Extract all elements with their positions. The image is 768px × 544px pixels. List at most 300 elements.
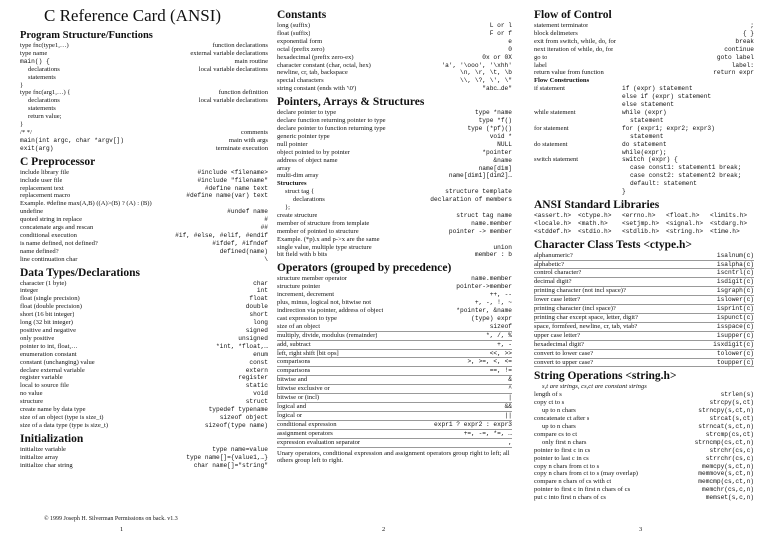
row-label: local to source file <box>20 382 69 390</box>
library-item: <stdlib.h> <box>622 227 660 235</box>
list-row <box>534 314 754 323</box>
list-row <box>277 38 512 46</box>
row-value: memmove(s,ct,n) <box>698 470 754 478</box>
list-row <box>20 105 268 113</box>
row-value: typedef typename <box>208 406 268 414</box>
list-row <box>20 177 268 185</box>
row-value: e <box>508 37 512 45</box>
row-label: cast expression to type <box>277 314 337 322</box>
row-label: declare pointer to type <box>277 109 337 117</box>
construct-syntax: } <box>622 188 626 196</box>
row-value: isalpha(c) <box>716 260 754 268</box>
list-row <box>534 278 754 287</box>
row-label: pointer to last c in cs <box>534 454 589 462</box>
list-row <box>277 117 512 125</box>
list-row <box>20 248 268 256</box>
section-constants-heading: Constants <box>277 9 327 21</box>
row-value: const <box>249 358 268 366</box>
list-row <box>534 305 754 314</box>
list-row <box>20 382 268 390</box>
row-label: generic pointer type <box>277 132 330 140</box>
row-value: pointer->member <box>456 283 512 291</box>
list-row <box>277 323 512 332</box>
row-label: up to n chars <box>542 422 576 430</box>
list-row <box>534 494 754 502</box>
list-row <box>534 415 754 423</box>
row-value: break <box>735 37 754 45</box>
list-row <box>277 157 512 165</box>
row-label: exponential form <box>277 37 323 45</box>
list-row <box>277 421 512 430</box>
row-value: type (*pf)() <box>467 124 512 132</box>
row-value: strlen(s) <box>720 391 754 399</box>
list-row <box>534 478 754 486</box>
row-value: label: <box>731 61 754 69</box>
row-value: \n, \r, \t, \b <box>460 69 512 77</box>
row-label: add, subtract <box>277 340 311 348</box>
row-label: increment, decrement <box>277 291 335 299</box>
row-value: void * <box>489 132 512 140</box>
row-label: character (1 byte) <box>20 279 67 287</box>
construct-name <box>534 149 622 157</box>
list-row <box>277 236 512 244</box>
row-value: char <box>253 279 268 287</box>
row-label: expression evaluation separator <box>277 438 361 446</box>
row-label: alphanumeric? <box>534 251 573 259</box>
list-row <box>534 470 754 478</box>
section-program-heading: Program Structure/Functions <box>20 30 153 41</box>
row-label: length of s <box>534 391 562 399</box>
row-label: newline, cr, tab, backspace <box>277 69 348 77</box>
row-label: concatenate args and rescan <box>20 224 94 232</box>
list-row <box>20 406 268 414</box>
list-row <box>534 399 754 407</box>
library-item: <setjmp.h> <box>622 219 660 227</box>
list-row <box>277 228 512 236</box>
row-value: pointer -> member <box>448 227 512 235</box>
list-row <box>534 69 754 77</box>
row-value: >, >=, <, <= <box>467 358 512 366</box>
list-row <box>20 89 268 97</box>
row-label: statement terminator <box>534 22 589 29</box>
row-label: hexadecimal digit? <box>534 340 584 348</box>
row-label: positive and negative <box>20 327 77 334</box>
row-value: ^ <box>508 385 512 393</box>
list-row <box>277 22 512 30</box>
row-value: structure template <box>445 188 512 196</box>
list-row <box>277 220 512 228</box>
library-item: <stdarg.h> <box>710 219 748 227</box>
row-label: copy n chars from ct to s (may overlap) <box>534 470 638 478</box>
list-row <box>277 394 512 403</box>
row-label: return value from function <box>534 69 604 77</box>
row-label: size of a data type (type is size_t) <box>20 421 109 429</box>
row-label: multiply, divide, modulus (remainder) <box>277 331 378 339</box>
construct-syntax: default: statement <box>630 180 697 188</box>
row-label: special characters <box>277 77 324 85</box>
row-label: exit(arg) <box>20 144 54 152</box>
row-label: compare n chars of cs with ct <box>534 478 612 486</box>
row-value: sizeof <box>489 322 512 330</box>
row-value: "abc…de" <box>482 85 512 93</box>
row-label: address of object name <box>277 156 338 164</box>
row-value: strchr(cs,c) <box>709 446 754 454</box>
row-label: block delimeters <box>534 29 578 37</box>
row-label: name defined? <box>20 247 59 255</box>
row-label: float (double precision) <box>20 303 82 311</box>
construct-row <box>534 125 754 133</box>
row-label: single value, multiple type structure <box>277 243 372 251</box>
list-row <box>277 412 512 421</box>
construct-row <box>534 172 754 180</box>
row-value: continue <box>724 45 754 53</box>
list-row <box>277 77 512 85</box>
row-value: ==, != <box>489 367 512 375</box>
row-label: convert to lower case? <box>534 349 594 357</box>
page-number-1: 1 <box>120 526 124 534</box>
list-row <box>20 359 268 367</box>
row-label: /* */ <box>20 128 32 136</box>
row-value: { } <box>742 29 754 37</box>
row-label: return value; <box>28 113 62 121</box>
library-item: <signal.h> <box>666 219 704 227</box>
list-row <box>277 358 512 367</box>
list-row <box>534 287 754 296</box>
row-label: replacement macro <box>20 192 71 200</box>
row-value: local variable declarations <box>198 97 268 105</box>
row-value: <<, >> <box>489 349 512 357</box>
construct-syntax: while (expr) <box>622 108 667 116</box>
list-row <box>277 341 512 350</box>
list-row <box>534 359 754 368</box>
row-label: no value <box>20 390 43 398</box>
list-row <box>534 269 754 278</box>
row-value: type name=value <box>212 445 268 453</box>
list-row <box>534 22 754 30</box>
row-label: type name <box>20 49 48 57</box>
row-value: external variable declarations <box>190 49 268 57</box>
row-label: constant (unchanging) value <box>20 358 95 366</box>
list-row <box>277 62 512 70</box>
list-row <box>534 439 754 447</box>
row-value: & <box>508 376 512 384</box>
row-value: || <box>504 411 512 419</box>
construct-row <box>534 85 754 93</box>
row-label: array <box>277 164 291 172</box>
row-label: bitwise and <box>277 376 308 384</box>
row-label: null pointer <box>277 140 308 148</box>
structures-list <box>277 188 512 259</box>
row-value: isgraph(c) <box>716 287 754 295</box>
construct-syntax: switch (expr) { <box>622 156 678 164</box>
list-row <box>277 430 512 439</box>
row-value: extern <box>245 366 268 374</box>
list-row <box>277 283 512 291</box>
row-label: multi-dim array <box>277 172 319 180</box>
list-row <box>20 185 268 193</box>
row-value: ## <box>260 224 268 232</box>
list-row <box>20 398 268 406</box>
row-value: signed <box>245 327 268 334</box>
construct-syntax: for (expr1; expr2; expr3) <box>622 124 715 132</box>
construct-row <box>534 149 754 157</box>
list-row <box>20 42 268 50</box>
row-value: isprint(c) <box>716 305 754 313</box>
row-label: decimal digit? <box>534 278 572 286</box>
list-row <box>20 374 268 382</box>
row-value: toupper(c) <box>716 358 754 366</box>
row-value: struct <box>245 398 268 406</box>
row-value: *int, *float,… <box>216 342 268 350</box>
library-item: <ctype.h> <box>578 211 612 219</box>
row-label: put c into first n chars of cs <box>534 494 606 502</box>
list-row <box>277 30 512 38</box>
list-row <box>20 240 268 248</box>
construct-name <box>534 117 622 125</box>
row-label: octal (prefix zero) <box>277 45 325 53</box>
library-item: <math.h> <box>578 219 608 227</box>
row-label: logical and <box>277 402 307 410</box>
row-label: indirection via pointer, address of object <box>277 307 384 314</box>
row-label: convert to upper case? <box>534 358 594 366</box>
row-label: printing character (incl space)? <box>534 305 616 313</box>
list-row <box>20 295 268 303</box>
list-row <box>534 391 754 399</box>
row-value: char name[]="string" <box>193 461 268 469</box>
row-label: alphabetic? <box>534 260 565 268</box>
list-row <box>277 376 512 385</box>
section-types-heading: Data Types/Declarations <box>20 266 140 279</box>
construct-syntax: else statement <box>622 101 674 109</box>
row-value: float <box>249 295 268 303</box>
row-value: NULL <box>497 140 512 148</box>
row-value: ; <box>750 22 754 29</box>
card-title: C Reference Card (ANSI) <box>44 6 222 25</box>
list-row <box>277 291 512 299</box>
construct-row <box>534 156 754 164</box>
list-row <box>534 350 754 359</box>
row-label: } <box>20 121 24 129</box>
row-label: float (suffix) <box>277 29 311 37</box>
construct-name <box>534 172 622 180</box>
row-value: void <box>253 390 268 398</box>
row-label: printing char except space, letter, digit? <box>534 314 638 321</box>
construct-name <box>534 188 622 196</box>
construct-syntax: statement <box>630 132 664 140</box>
row-label: long (32 bit integer) <box>20 319 73 327</box>
row-value: , <box>508 438 512 446</box>
row-value: type *name <box>474 109 512 117</box>
row-value: # <box>264 216 268 224</box>
row-label: structure <box>20 398 44 406</box>
list-row <box>534 296 754 305</box>
row-label: comparisons <box>277 358 311 366</box>
construct-row <box>534 101 754 109</box>
row-value: type *f() <box>478 117 512 125</box>
row-value: struct tag name <box>456 211 512 219</box>
row-value: #ifdef, #ifndef <box>212 239 268 247</box>
list-row <box>534 447 754 455</box>
row-label: pointer to first c in first n chars of cs <box>534 486 631 494</box>
row-value: sizeof object <box>219 413 268 421</box>
list-row <box>277 196 512 204</box>
row-label: bitwise exclusive or <box>277 385 330 393</box>
page-number-3: 3 <box>639 526 643 534</box>
row-label: replacement text <box>20 184 64 192</box>
row-label: member of structure from template <box>277 219 370 227</box>
list-row <box>277 125 512 133</box>
copyright-footer: © 1999 Joseph H. Silverman Permissions on back. v1.3 <box>44 516 178 523</box>
list-row <box>20 200 268 208</box>
list-row <box>534 261 754 270</box>
list-row <box>534 46 754 54</box>
types-list <box>20 280 268 430</box>
section-string-heading: String Operations <string.h> <box>534 370 677 383</box>
construct-row <box>534 109 754 117</box>
row-value: && <box>504 402 512 410</box>
construct-name <box>534 164 622 172</box>
list-row <box>534 38 754 46</box>
row-label: undefine <box>20 208 44 216</box>
program-list <box>20 42 268 153</box>
construct-name <box>534 133 622 141</box>
list-row <box>20 216 268 224</box>
list-row <box>20 82 268 90</box>
list-row <box>534 431 754 439</box>
list-row <box>20 422 268 430</box>
construct-syntax: else if (expr) statement <box>622 93 712 101</box>
row-label: structure member operator <box>277 275 347 283</box>
row-value: L or l <box>489 22 512 29</box>
row-value: union <box>493 243 512 251</box>
construct-name: if statement <box>534 85 565 93</box>
library-item: <stddef.h> <box>534 227 572 235</box>
row-label: control character? <box>534 269 582 277</box>
row-value: memcmp(cs,ct,n) <box>698 478 754 486</box>
construct-row <box>534 117 754 125</box>
list-row <box>534 30 754 38</box>
row-label: include library file <box>20 168 70 176</box>
row-value: main routine <box>234 57 268 65</box>
row-label: string constant (ends with '\0') <box>277 85 357 93</box>
construct-row <box>534 164 754 172</box>
list-row <box>20 280 268 288</box>
library-item: <string.h> <box>666 227 704 235</box>
list-row <box>20 169 268 177</box>
list-row <box>20 303 268 311</box>
row-label: compare cs to ct <box>534 430 578 438</box>
row-label: only first n chars <box>542 438 587 446</box>
row-value: #define name(var) text <box>186 192 268 200</box>
library-item: <stdio.h> <box>578 227 612 235</box>
preproc-list <box>20 169 268 264</box>
row-label: long (suffix) <box>277 22 311 29</box>
row-value: strcat(s,ct) <box>709 415 754 423</box>
library-item: <time.h> <box>710 227 740 235</box>
row-label: structure pointer <box>277 283 321 291</box>
list-row <box>534 341 754 350</box>
pointers-list <box>277 109 512 180</box>
row-label: bit field with b bits <box>277 251 328 259</box>
row-value: sizeof(type name) <box>204 421 268 429</box>
row-label: member of pointed to structure <box>277 227 359 235</box>
list-row <box>20 74 268 82</box>
flow-list <box>534 22 754 77</box>
list-row <box>20 287 268 295</box>
row-value: double <box>245 303 268 311</box>
row-value: strncpy(s,ct,n) <box>698 407 754 415</box>
row-value: isupper(c) <box>716 331 754 339</box>
row-value: isalnum(c) <box>716 251 754 259</box>
row-value: *pointer <box>482 148 512 156</box>
list-row <box>534 62 754 70</box>
list-row <box>277 54 512 62</box>
list-row <box>20 462 268 470</box>
list-row <box>277 172 512 180</box>
row-label: register variable <box>20 374 63 382</box>
row-value: ++, -- <box>489 291 512 299</box>
row-label: }; <box>285 204 290 212</box>
flow-constructs <box>534 85 754 196</box>
row-label: only positive <box>20 334 55 342</box>
row-label: main() { <box>20 57 50 65</box>
row-label: copy ct to s <box>534 399 565 407</box>
section-preproc-heading: C Preprocessor <box>20 155 96 168</box>
row-label: hexadecimal (prefix zero-ex) <box>277 53 354 61</box>
list-row <box>277 307 512 315</box>
row-label: declarations <box>293 196 325 204</box>
row-label: bitwise or (incl) <box>277 394 320 402</box>
row-label: character constant (char, octal, hex) <box>277 61 371 69</box>
list-row <box>20 367 268 375</box>
row-value: +=, -=, *=, … <box>463 429 512 437</box>
column-1 <box>20 6 268 534</box>
list-row <box>20 319 268 327</box>
list-row <box>534 455 754 463</box>
row-value: *, /, % <box>486 331 512 339</box>
constants-list <box>277 22 512 93</box>
list-row <box>534 486 754 494</box>
list-row <box>20 192 268 200</box>
construct-row <box>534 180 754 188</box>
construct-name: switch statement <box>534 156 579 164</box>
row-value: return expr <box>713 69 754 77</box>
row-value: 'a', '\ooo', '\xhh' <box>441 61 512 69</box>
construct-syntax: do statement <box>622 140 667 148</box>
row-value: &name <box>493 156 512 164</box>
row-label: size of an object <box>277 322 321 330</box>
row-value: \ <box>264 255 268 263</box>
row-label: logical or <box>277 411 303 419</box>
row-label: type fnc(arg1,…) { <box>20 89 71 97</box>
row-value: function definition <box>218 89 268 97</box>
ctype-list <box>534 252 754 368</box>
list-row <box>277 251 512 259</box>
column-2 <box>277 6 512 534</box>
list-row <box>277 439 512 448</box>
row-value: strncat(s,ct,n) <box>698 422 754 430</box>
row-value: name.member <box>471 219 512 227</box>
row-label: comparisons <box>277 367 311 375</box>
list-row <box>277 141 512 149</box>
list-row <box>20 414 268 422</box>
row-label: size of an object (type is size_t) <box>20 413 104 421</box>
row-value: 0 <box>508 45 512 53</box>
row-value: strcmp(cs,ct) <box>705 430 754 438</box>
list-row <box>277 385 512 394</box>
list-row <box>20 208 268 216</box>
row-label: upper case letter? <box>534 331 581 339</box>
